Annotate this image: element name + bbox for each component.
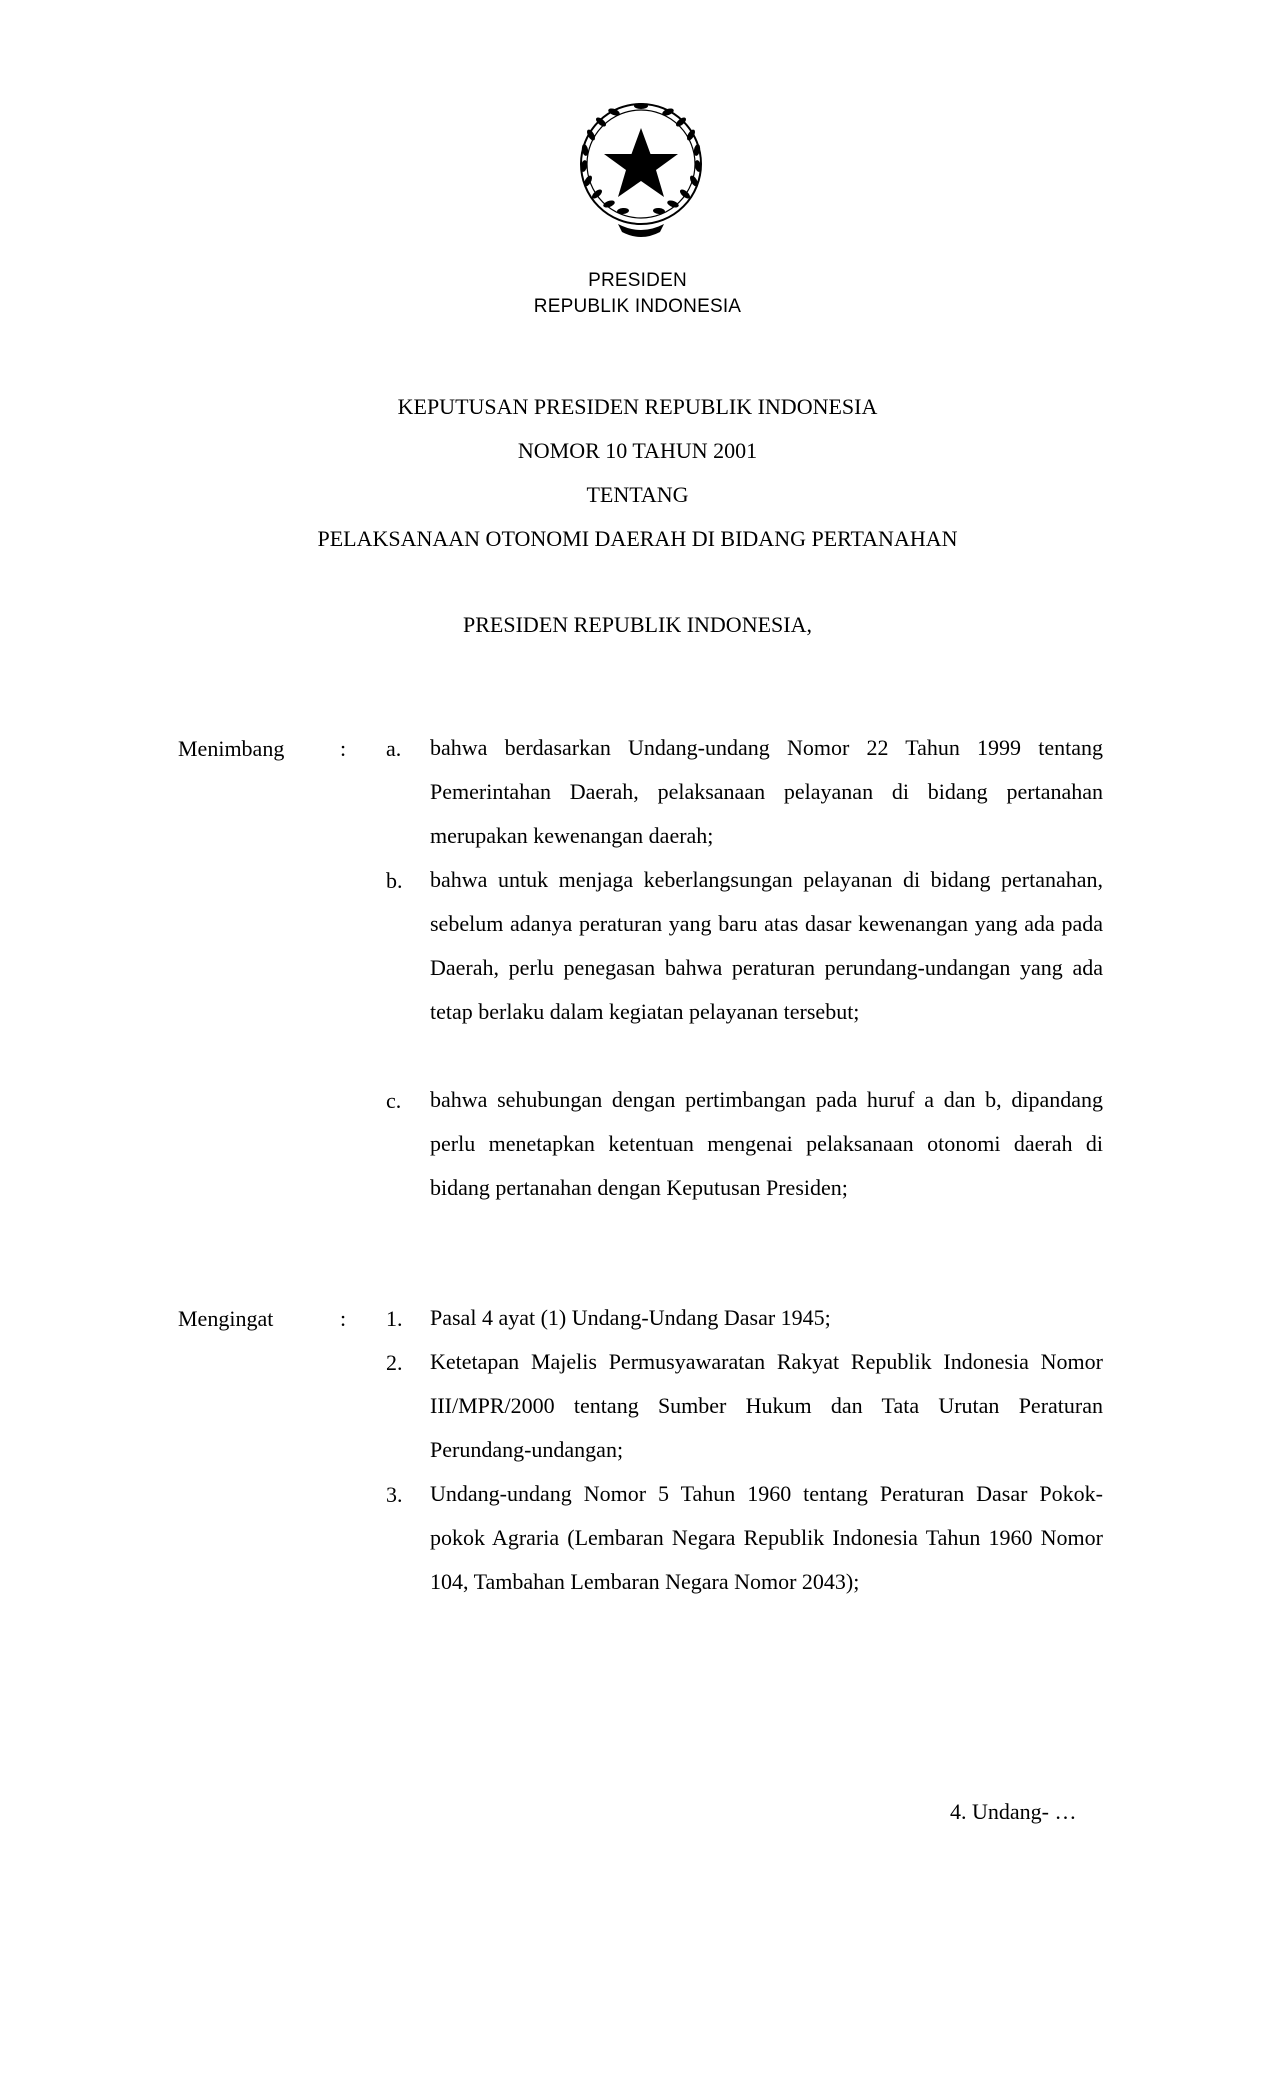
list-marker: 1. [386, 1306, 403, 1331]
issuer-line-2: REPUBLIK INDONESIA [533, 296, 742, 317]
issuer-line-1: PRESIDEN [588, 270, 687, 291]
list-marker: c. [386, 1088, 402, 1113]
list-marker: 2. [386, 1350, 403, 1375]
list-item-text: Pasal 4 ayat (1) Undang-Undang Dasar 1945; [430, 1305, 831, 1330]
list-marker: 3. [386, 1482, 403, 1507]
section-colon: : [340, 1306, 347, 1331]
section-colon: : [340, 736, 347, 761]
list-marker: a. [386, 736, 402, 761]
section-label: Mengingat [178, 1306, 274, 1331]
title-line-4: PELAKSANAAN OTONOMI DAERAH DI BIDANG PERTANAHAN [317, 526, 958, 551]
list-item-text: bahwa untuk menjaga keberlangsungan pelayanan di bidang pertanahan, sebelum adanya peraturan yang baru atas dasar kewenangan yang ada pada Daerah, perlu penegasan bahwa peraturan perundang-undangan yang ada tetap berlaku dalam kegiatan pelayanan tersebut; [430, 867, 1103, 1024]
document-title [0, 385, 1275, 561]
section-label: Menimbang [178, 736, 285, 761]
page-continuation: 4. Undang- … [950, 1799, 1077, 1824]
list-marker: b. [386, 868, 403, 893]
list-item-text: Ketetapan Majelis Permusyawaratan Rakyat Republik Indonesia Nomor III/MPR/2000 tentang Sumber Hukum dan Tata Urutan Peraturan Perundang-undangan; [430, 1349, 1103, 1462]
title-line-2: NOMOR 10 TAHUN 2001 [517, 438, 758, 463]
list-item-text: bahwa berdasarkan Undang-undang Nomor 22 Tahun 1999 tentang Pemerintahan Daerah, pelaksanaan pelayanan di bidang pertanahan merupakan kewenangan daerah; [430, 735, 1103, 848]
title-line-3: TENTANG [586, 482, 689, 507]
title-line-1: KEPUTUSAN PRESIDEN REPUBLIK INDONESIA [397, 394, 878, 419]
addressee: PRESIDEN REPUBLIK INDONESIA, [463, 612, 812, 637]
list-item-text: bahwa sehubungan dengan pertimbangan pada huruf a dan b, dipandang perlu menetapkan ketentuan mengenai pelaksanaan otonomi daerah di bidang pertanahan dengan Keputusan Presiden; [430, 1087, 1103, 1200]
garuda-star-emblem-icon [560, 86, 722, 248]
list-item-text: Undang-undang Nomor 5 Tahun 1960 tentang Peraturan Dasar Pokok-pokok Agraria (Lembaran Negara Republik Indonesia Tahun 1960 Nomor 104, Tambahan Lembaran Negara Nomor 2043); [430, 1481, 1103, 1594]
